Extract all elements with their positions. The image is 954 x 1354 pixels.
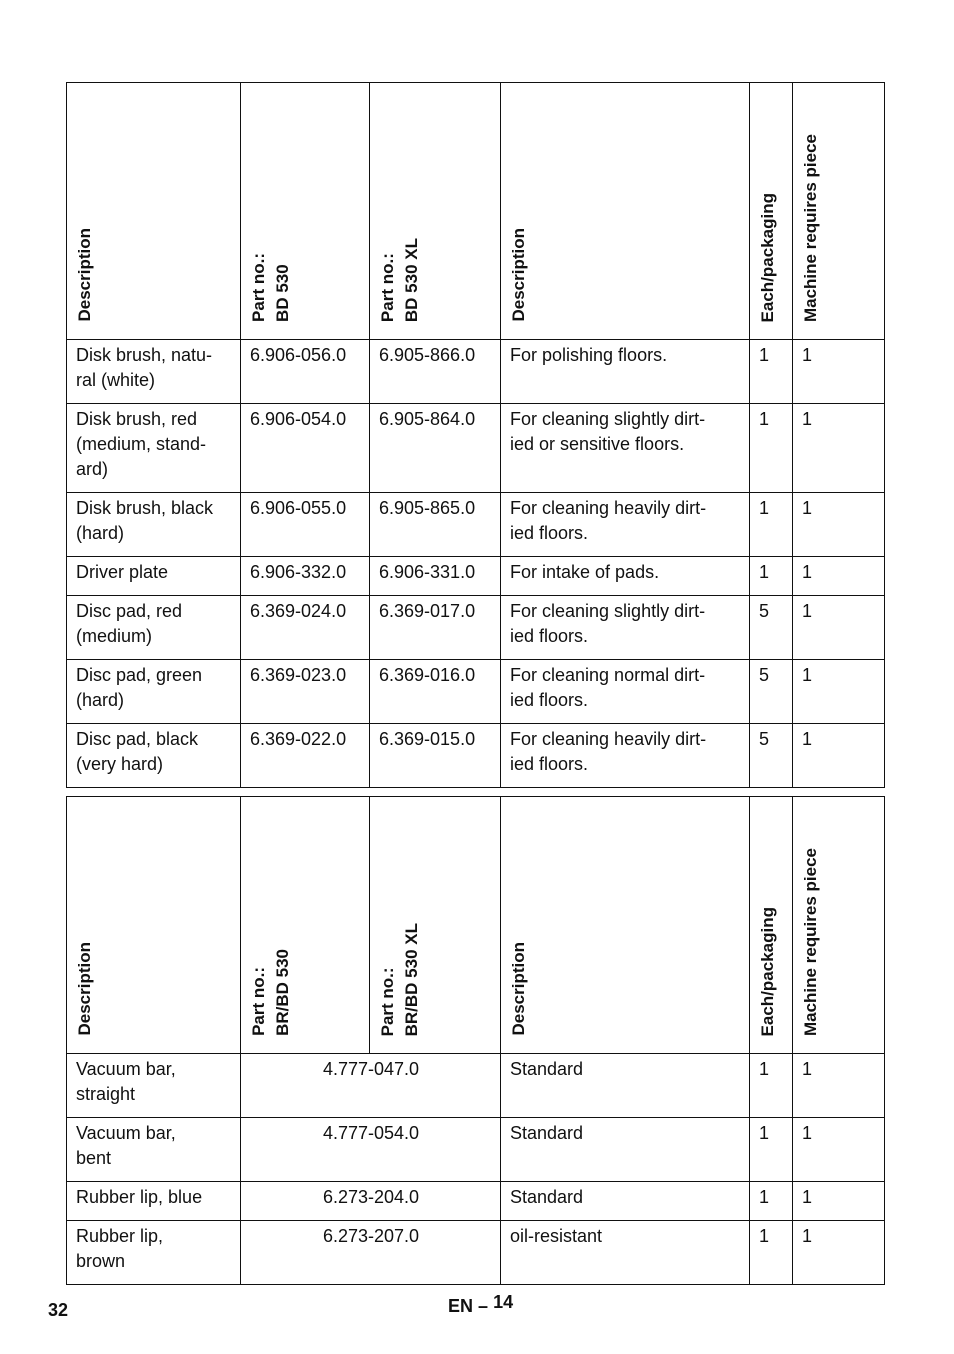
- each-packaging-value: 1: [750, 1182, 793, 1221]
- table-row: [67, 557, 885, 596]
- part-number-bd530: 6.906-056.0: [241, 340, 370, 404]
- machine-requires-value: 1: [793, 557, 885, 596]
- usage-description: For intake of pads.: [501, 557, 750, 596]
- item-description: Disk brush, black (hard): [67, 493, 241, 557]
- part-number-shared: 4.777-054.0: [241, 1118, 501, 1182]
- each-packaging-value: 1: [750, 1054, 793, 1118]
- header-description-2: Description: [501, 83, 750, 340]
- item-description: Vacuum bar, bent: [67, 1118, 241, 1182]
- machine-requires-value: 1: [793, 493, 885, 557]
- table-row: [67, 596, 885, 660]
- item-description: Driver plate: [67, 557, 241, 596]
- part-number-bd530xl: 6.905-866.0: [370, 340, 501, 404]
- header-description: Description: [67, 797, 241, 1054]
- each-packaging-value: 1: [750, 340, 793, 404]
- usage-description: Standard: [501, 1054, 750, 1118]
- machine-requires-value: 1: [793, 340, 885, 404]
- item-description: Disc pad, red (medium): [67, 596, 241, 660]
- part-number-bd530xl: 6.369-015.0: [370, 724, 501, 788]
- usage-description: For cleaning slightly dirt- ied floors.: [501, 596, 750, 660]
- header-description: Description: [67, 83, 241, 340]
- item-description: Vacuum bar, straight: [67, 1054, 241, 1118]
- each-packaging-value: 1: [750, 557, 793, 596]
- part-number-shared: 6.273-207.0: [241, 1221, 501, 1285]
- accessories-table-brbd530: [66, 796, 885, 1285]
- part-number-shared: 4.777-047.0: [241, 1054, 501, 1118]
- machine-requires-value: 1: [793, 1221, 885, 1285]
- header-machine-requires: Machine requires piece: [793, 83, 885, 340]
- table-row: [67, 660, 885, 724]
- part-number-bd530: 6.369-022.0: [241, 724, 370, 788]
- each-packaging-value: 1: [750, 1221, 793, 1285]
- part-number-bd530xl: 6.906-331.0: [370, 557, 501, 596]
- each-packaging-value: 5: [750, 724, 793, 788]
- table-header-row: [67, 83, 885, 340]
- machine-requires-value: 1: [793, 1182, 885, 1221]
- part-number-bd530: 6.369-024.0: [241, 596, 370, 660]
- machine-requires-value: 1: [793, 404, 885, 493]
- table-header-row: [67, 797, 885, 1054]
- part-number-bd530: 6.906-332.0: [241, 557, 370, 596]
- table-row: [67, 1054, 885, 1118]
- usage-description: oil-resistant: [501, 1221, 750, 1285]
- page-number: 32: [48, 1300, 69, 1320]
- header-description-2: Description: [501, 797, 750, 1054]
- machine-requires-value: 1: [793, 660, 885, 724]
- table-row: [67, 404, 885, 493]
- each-packaging-value: 1: [750, 493, 793, 557]
- machine-requires-value: 1: [793, 1054, 885, 1118]
- section-page-label: [448, 1292, 514, 1317]
- item-description: Disk brush, red (medium, stand- ard): [67, 404, 241, 493]
- usage-description: Standard: [501, 1118, 750, 1182]
- header-part-no-bd530: Part no.: BD 530: [241, 83, 370, 340]
- table-row: [67, 1182, 885, 1221]
- each-packaging-value: 5: [750, 596, 793, 660]
- part-number-bd530xl: 6.369-017.0: [370, 596, 501, 660]
- part-number-bd530xl: 6.369-016.0: [370, 660, 501, 724]
- page-dash: –: [478, 1296, 489, 1316]
- part-number-bd530: 6.906-055.0: [241, 493, 370, 557]
- header-part-no-brbd530xl: Part no.: BR/BD 530 XL: [370, 797, 501, 1054]
- header-each-packaging: Each/packaging: [750, 83, 793, 340]
- usage-description: For cleaning heavily dirt- ied floors.: [501, 724, 750, 788]
- part-number-bd530xl: 6.905-864.0: [370, 404, 501, 493]
- table-row: [67, 1221, 885, 1285]
- section-page-number: 14: [493, 1292, 514, 1312]
- machine-requires-value: 1: [793, 596, 885, 660]
- item-description: Rubber lip, blue: [67, 1182, 241, 1221]
- usage-description: For cleaning normal dirt- ied floors.: [501, 660, 750, 724]
- usage-description: For polishing floors.: [501, 340, 750, 404]
- each-packaging-value: 1: [750, 1118, 793, 1182]
- each-packaging-value: 5: [750, 660, 793, 724]
- usage-description: For cleaning slightly dirt- ied or sensitive floors.: [501, 404, 750, 493]
- header-machine-requires: Machine requires piece: [793, 797, 885, 1054]
- table-row: [67, 340, 885, 404]
- language-code: EN: [448, 1296, 474, 1316]
- header-part-no-bd530xl: Part no.: BD 530 XL: [370, 83, 501, 340]
- usage-description: For cleaning heavily dirt- ied floors.: [501, 493, 750, 557]
- part-number-bd530xl: 6.905-865.0: [370, 493, 501, 557]
- header-each-packaging: Each/packaging: [750, 797, 793, 1054]
- machine-requires-value: 1: [793, 1118, 885, 1182]
- header-part-no-brbd530: Part no.: BR/BD 530: [241, 797, 370, 1054]
- table-row: [67, 724, 885, 788]
- machine-requires-value: 1: [793, 724, 885, 788]
- item-description: Disc pad, black (very hard): [67, 724, 241, 788]
- item-description: Disk brush, natu- ral (white): [67, 340, 241, 404]
- table-row: [67, 493, 885, 557]
- usage-description: Standard: [501, 1182, 750, 1221]
- part-number-bd530: 6.906-054.0: [241, 404, 370, 493]
- table-row: [67, 1118, 885, 1182]
- each-packaging-value: 1: [750, 404, 793, 493]
- accessories-table-bd530: [66, 82, 885, 788]
- item-description: Rubber lip, brown: [67, 1221, 241, 1285]
- item-description: Disc pad, green (hard): [67, 660, 241, 724]
- part-number-bd530: 6.369-023.0: [241, 660, 370, 724]
- part-number-shared: 6.273-204.0: [241, 1182, 501, 1221]
